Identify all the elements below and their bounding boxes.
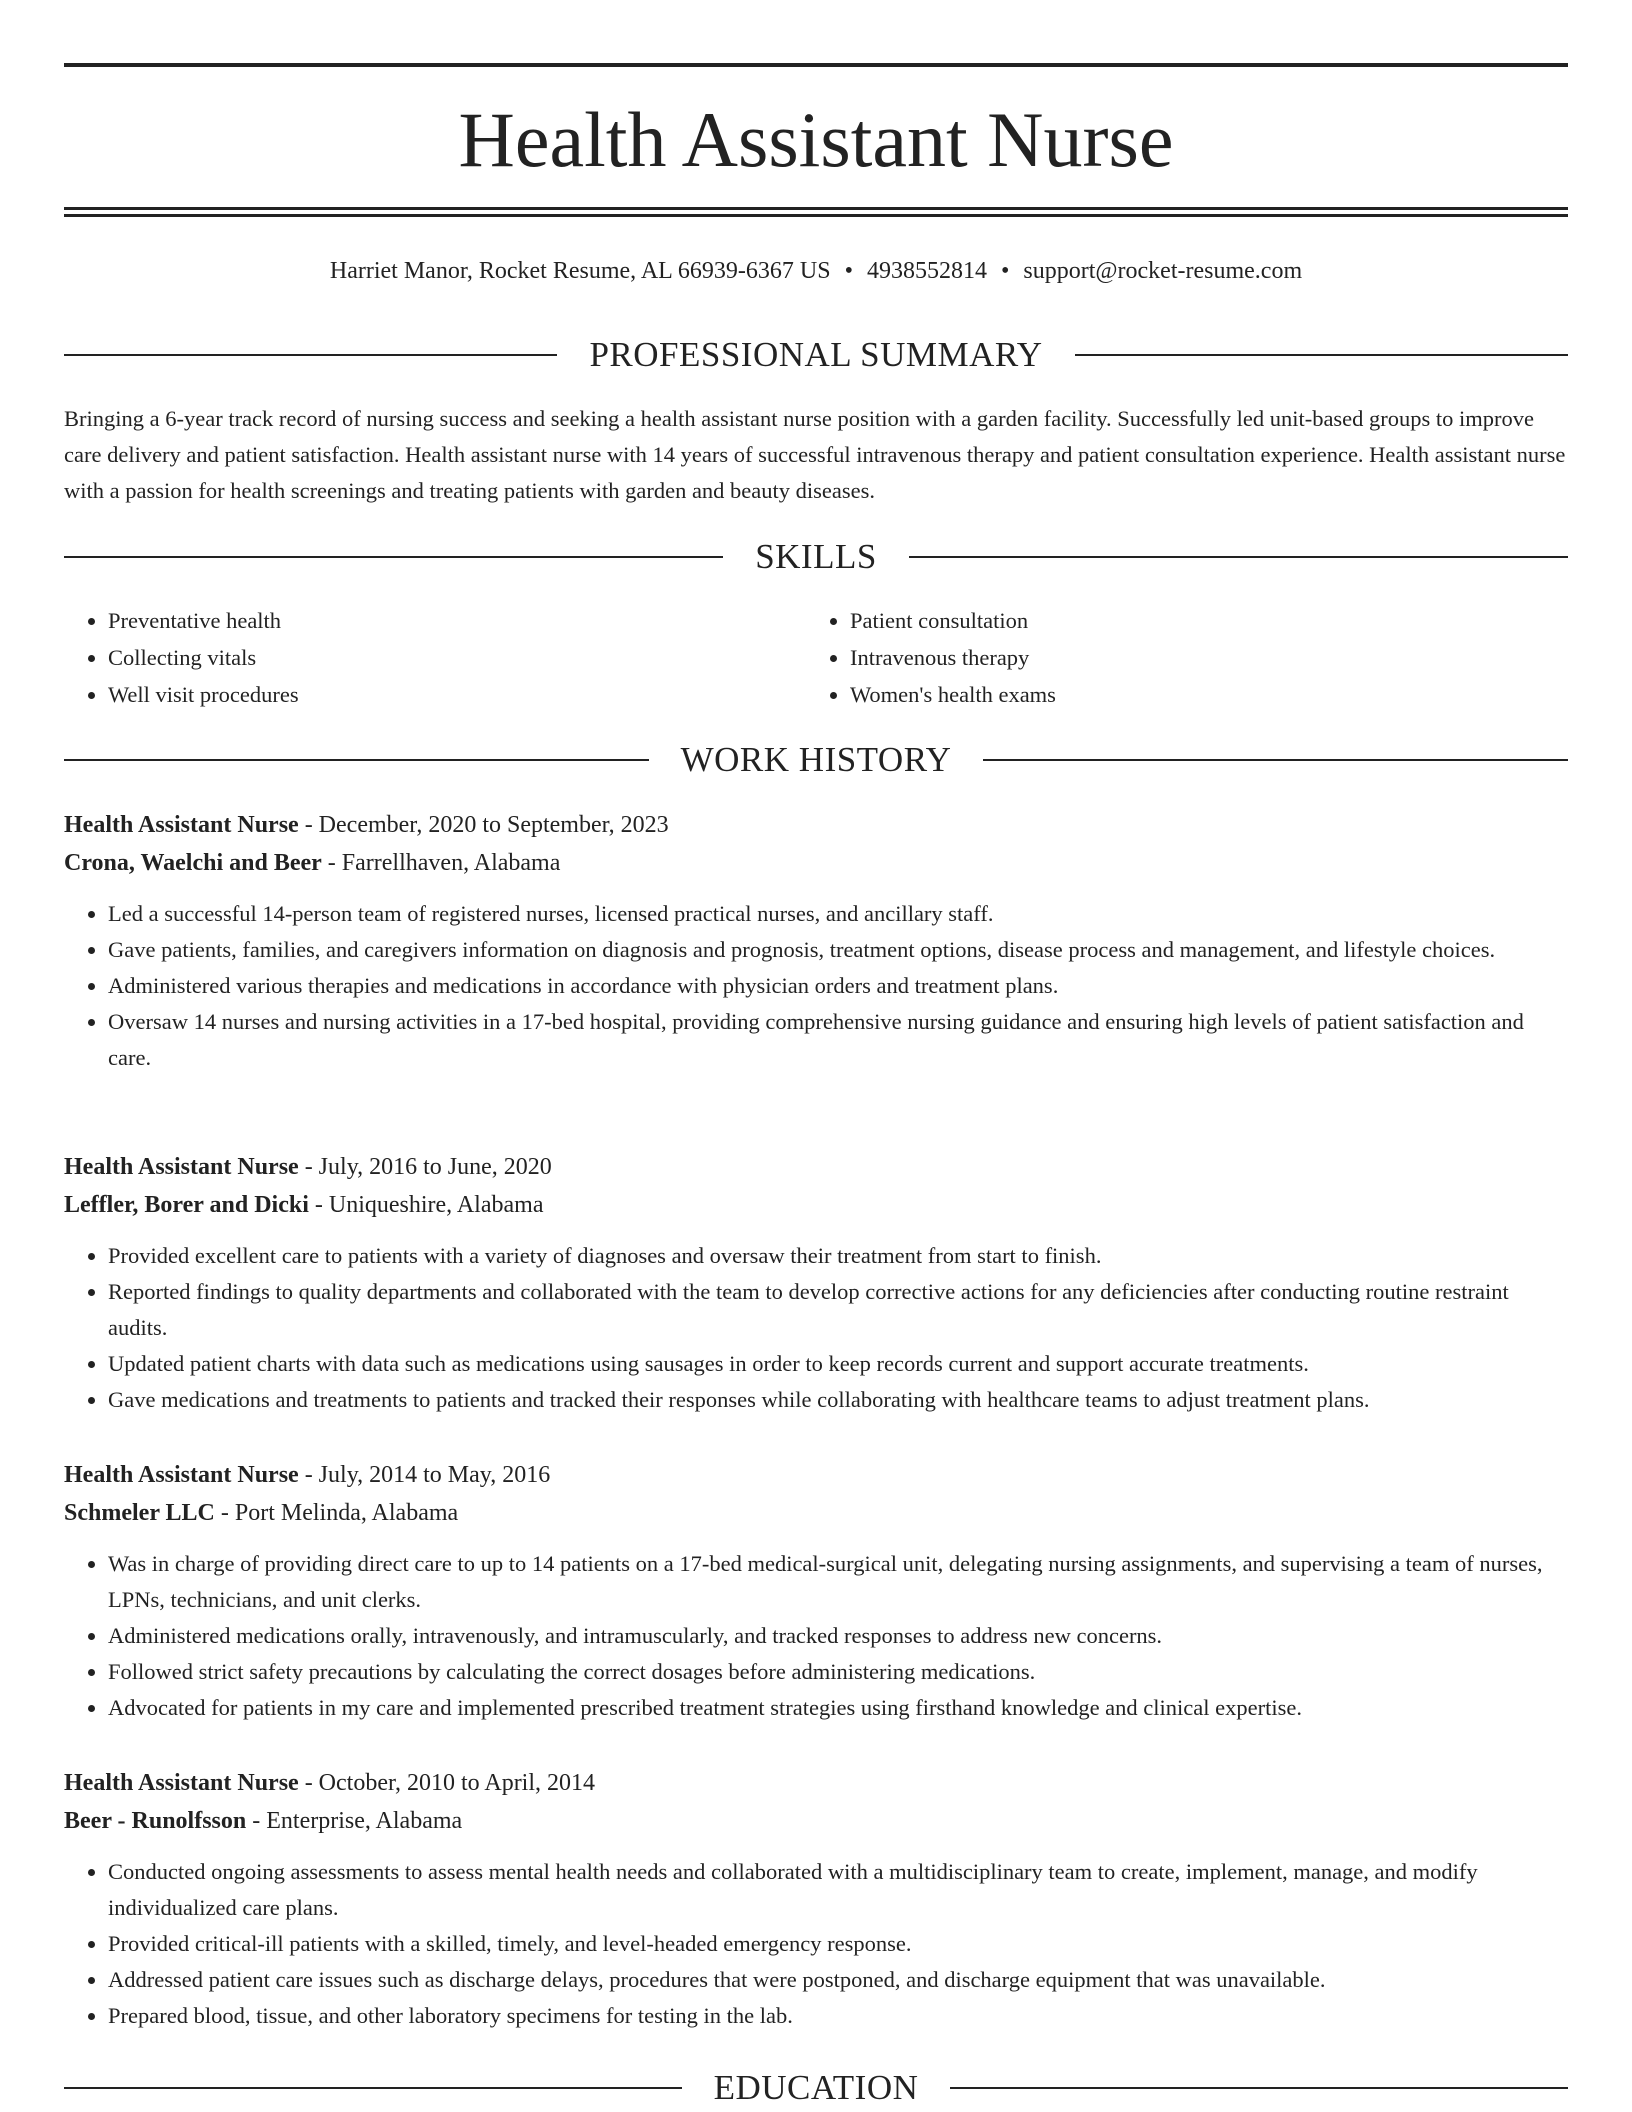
- job-bullet: • Gave patients, families, and caregivers information on diagnosis and prognosis, treatment options, disease process and management, and lifestyle choices.: [108, 932, 1568, 968]
- heading-rule: [64, 556, 723, 558]
- section-heading-skills: [64, 535, 1568, 579]
- job-bullet: • Administered various therapies and medications in accordance with physician orders and treatment plans.: [108, 968, 1568, 1004]
- contact-phone: 4938552814: [867, 258, 988, 284]
- job-dates: - October, 2010 to April, 2014: [298, 1770, 596, 1796]
- job-dates: - July, 2014 to May, 2016: [298, 1462, 551, 1488]
- job-bullet: • Provided critical-ill patients with a skilled, timely, and level-headed emergency response.: [108, 1926, 1568, 1962]
- skills-column-left: [64, 602, 806, 713]
- job-location: - Port Melinda, Alabama: [214, 1500, 459, 1526]
- heading-rule: [64, 2087, 682, 2089]
- skill-item: • Collecting vitals: [108, 639, 806, 676]
- contact-separator: •: [844, 258, 854, 284]
- job-company: Leffler, Borer and Dicki: [64, 1192, 309, 1218]
- job-bullet: • Followed strict safety precautions by calculating the correct dosages before administering medications.: [108, 1654, 1568, 1690]
- heading-rule: [983, 759, 1568, 761]
- job-bullet: • Prepared blood, tissue, and other laboratory specimens for testing in the lab.: [108, 1998, 1568, 2034]
- job-bullet: • Advocated for patients in my care and implemented prescribed treatment strategies using firsthand knowledge and clinical expertise.: [108, 1690, 1568, 1726]
- heading-rule: [1075, 354, 1568, 356]
- job-entry: [64, 1148, 1568, 1418]
- job-title-line: [64, 1148, 1568, 1186]
- job-location: - Uniqueshire, Alabama: [308, 1192, 544, 1218]
- job-company-line: [64, 1802, 1568, 1840]
- job-company: Beer - Runolfsson: [64, 1808, 247, 1834]
- section-heading-summary: [64, 333, 1568, 377]
- job-bullet: • Gave medications and treatments to patients and tracked their responses while collaborating with healthcare teams to adjust treatment plans.: [108, 1382, 1568, 1418]
- job-location: - Enterprise, Alabama: [246, 1808, 463, 1834]
- skill-item: • Patient consultation: [850, 602, 1548, 639]
- job-bullet: • Led a successful 14-person team of registered nurses, licensed practical nurses, and ancillary staff.: [108, 896, 1568, 932]
- job-title: Health Assistant Nurse: [64, 812, 299, 838]
- job-bullet: • Administered medications orally, intravenously, and intramuscularly, and tracked responses to address new concerns.: [108, 1618, 1568, 1654]
- skills-column-right: [806, 602, 1548, 713]
- skill-item: • Preventative health: [108, 602, 806, 639]
- job-bullet: • Provided excellent care to patients with a variety of diagnoses and oversaw their treatment from start to finish.: [108, 1238, 1568, 1274]
- job-location: - Farrellhaven, Alabama: [321, 850, 561, 876]
- job-bullets: [64, 1854, 1568, 2034]
- title-double-rule: [64, 207, 1568, 217]
- top-rule: [64, 63, 1568, 67]
- skill-item: • Well visit procedures: [108, 676, 806, 713]
- job-bullets: [64, 1238, 1568, 1418]
- heading-rule: [64, 354, 557, 356]
- heading-rule: [950, 2087, 1568, 2089]
- job-title-line: [64, 806, 1568, 844]
- job-company: Schmeler LLC: [64, 1500, 215, 1526]
- job-title-line: [64, 1764, 1568, 1802]
- section-title: EDUCATION: [713, 2068, 919, 2107]
- job-bullet: • Conducted ongoing assessments to assess mental health needs and collaborated with a multidisciplinary team to create, implement, manage, and modify individualized care plans.: [108, 1854, 1568, 1926]
- job-bullet: • Was in charge of providing direct care to up to 14 patients on a 17-bed medical-surgical unit, delegating nursing assignments, and supervising a team of nurses, LPNs, technicians, and unit clerks.: [108, 1546, 1568, 1618]
- job-company-line: [64, 1186, 1568, 1224]
- section-heading-education: [64, 2066, 1568, 2110]
- contact-email: support@rocket-resume.com: [1023, 258, 1303, 284]
- contact-address: Harriet Manor, Rocket Resume, AL 66939-6367 US: [329, 258, 831, 284]
- job-title: Health Assistant Nurse: [64, 1462, 299, 1488]
- contact-line: [64, 254, 1568, 288]
- resume-title: Health Assistant Nurse: [458, 96, 1174, 183]
- contact-separator: •: [1001, 258, 1010, 284]
- skill-item: • Women's health exams: [850, 676, 1548, 713]
- job-title: Health Assistant Nurse: [64, 1154, 299, 1180]
- section-title: WORK HISTORY: [680, 740, 952, 779]
- job-bullet: • Updated patient charts with data such as medications using sausages in order to keep records current and support accurate treatments.: [108, 1346, 1568, 1382]
- job-entry: [64, 806, 1568, 1076]
- job-title-line: [64, 1456, 1568, 1494]
- section-heading-work-history: [64, 738, 1568, 782]
- heading-rule: [909, 556, 1568, 558]
- job-entry: [64, 1456, 1568, 1726]
- heading-rule: [64, 759, 649, 761]
- section-title: SKILLS: [755, 537, 877, 576]
- skill-item: • Intravenous therapy: [850, 639, 1548, 676]
- job-dates: - December, 2020 to September, 2023: [298, 812, 669, 838]
- job-company-line: [64, 844, 1568, 882]
- professional-summary: Bringing a 6-year track record of nursing success and seeking a health assistant nurse position with a garden facility. Successfully led unit-based groups to improve care delivery and patient satisfaction. Health assistant nurse with 14 years of successful intravenous therapy and patient consultation experience. Health assistant nurse with a passion for health screenings and treating patients with garden and beauty diseases.: [64, 406, 1566, 503]
- job-bullet: • Reported findings to quality departments and collaborated with the team to develop corrective actions for any deficiencies after conducting routine restraint audits.: [108, 1274, 1568, 1346]
- job-bullet: • Addressed patient care issues such as discharge delays, procedures that were postponed, and discharge equipment that was unavailable.: [108, 1962, 1568, 1998]
- job-bullets: [64, 1546, 1568, 1726]
- job-company-line: [64, 1494, 1568, 1532]
- job-company: Crona, Waelchi and Beer: [64, 850, 322, 876]
- job-entry: [64, 1764, 1568, 2034]
- job-dates: - July, 2016 to June, 2020: [298, 1154, 552, 1180]
- skills-list: [64, 602, 1568, 713]
- job-bullet: • Oversaw 14 nurses and nursing activities in a 17-bed hospital, providing comprehensive nursing guidance and ensuring high levels of patient satisfaction and care.: [108, 1004, 1568, 1076]
- section-title: PROFESSIONAL SUMMARY: [589, 335, 1043, 374]
- job-title: Health Assistant Nurse: [64, 1770, 299, 1796]
- job-bullets: [64, 896, 1568, 1076]
